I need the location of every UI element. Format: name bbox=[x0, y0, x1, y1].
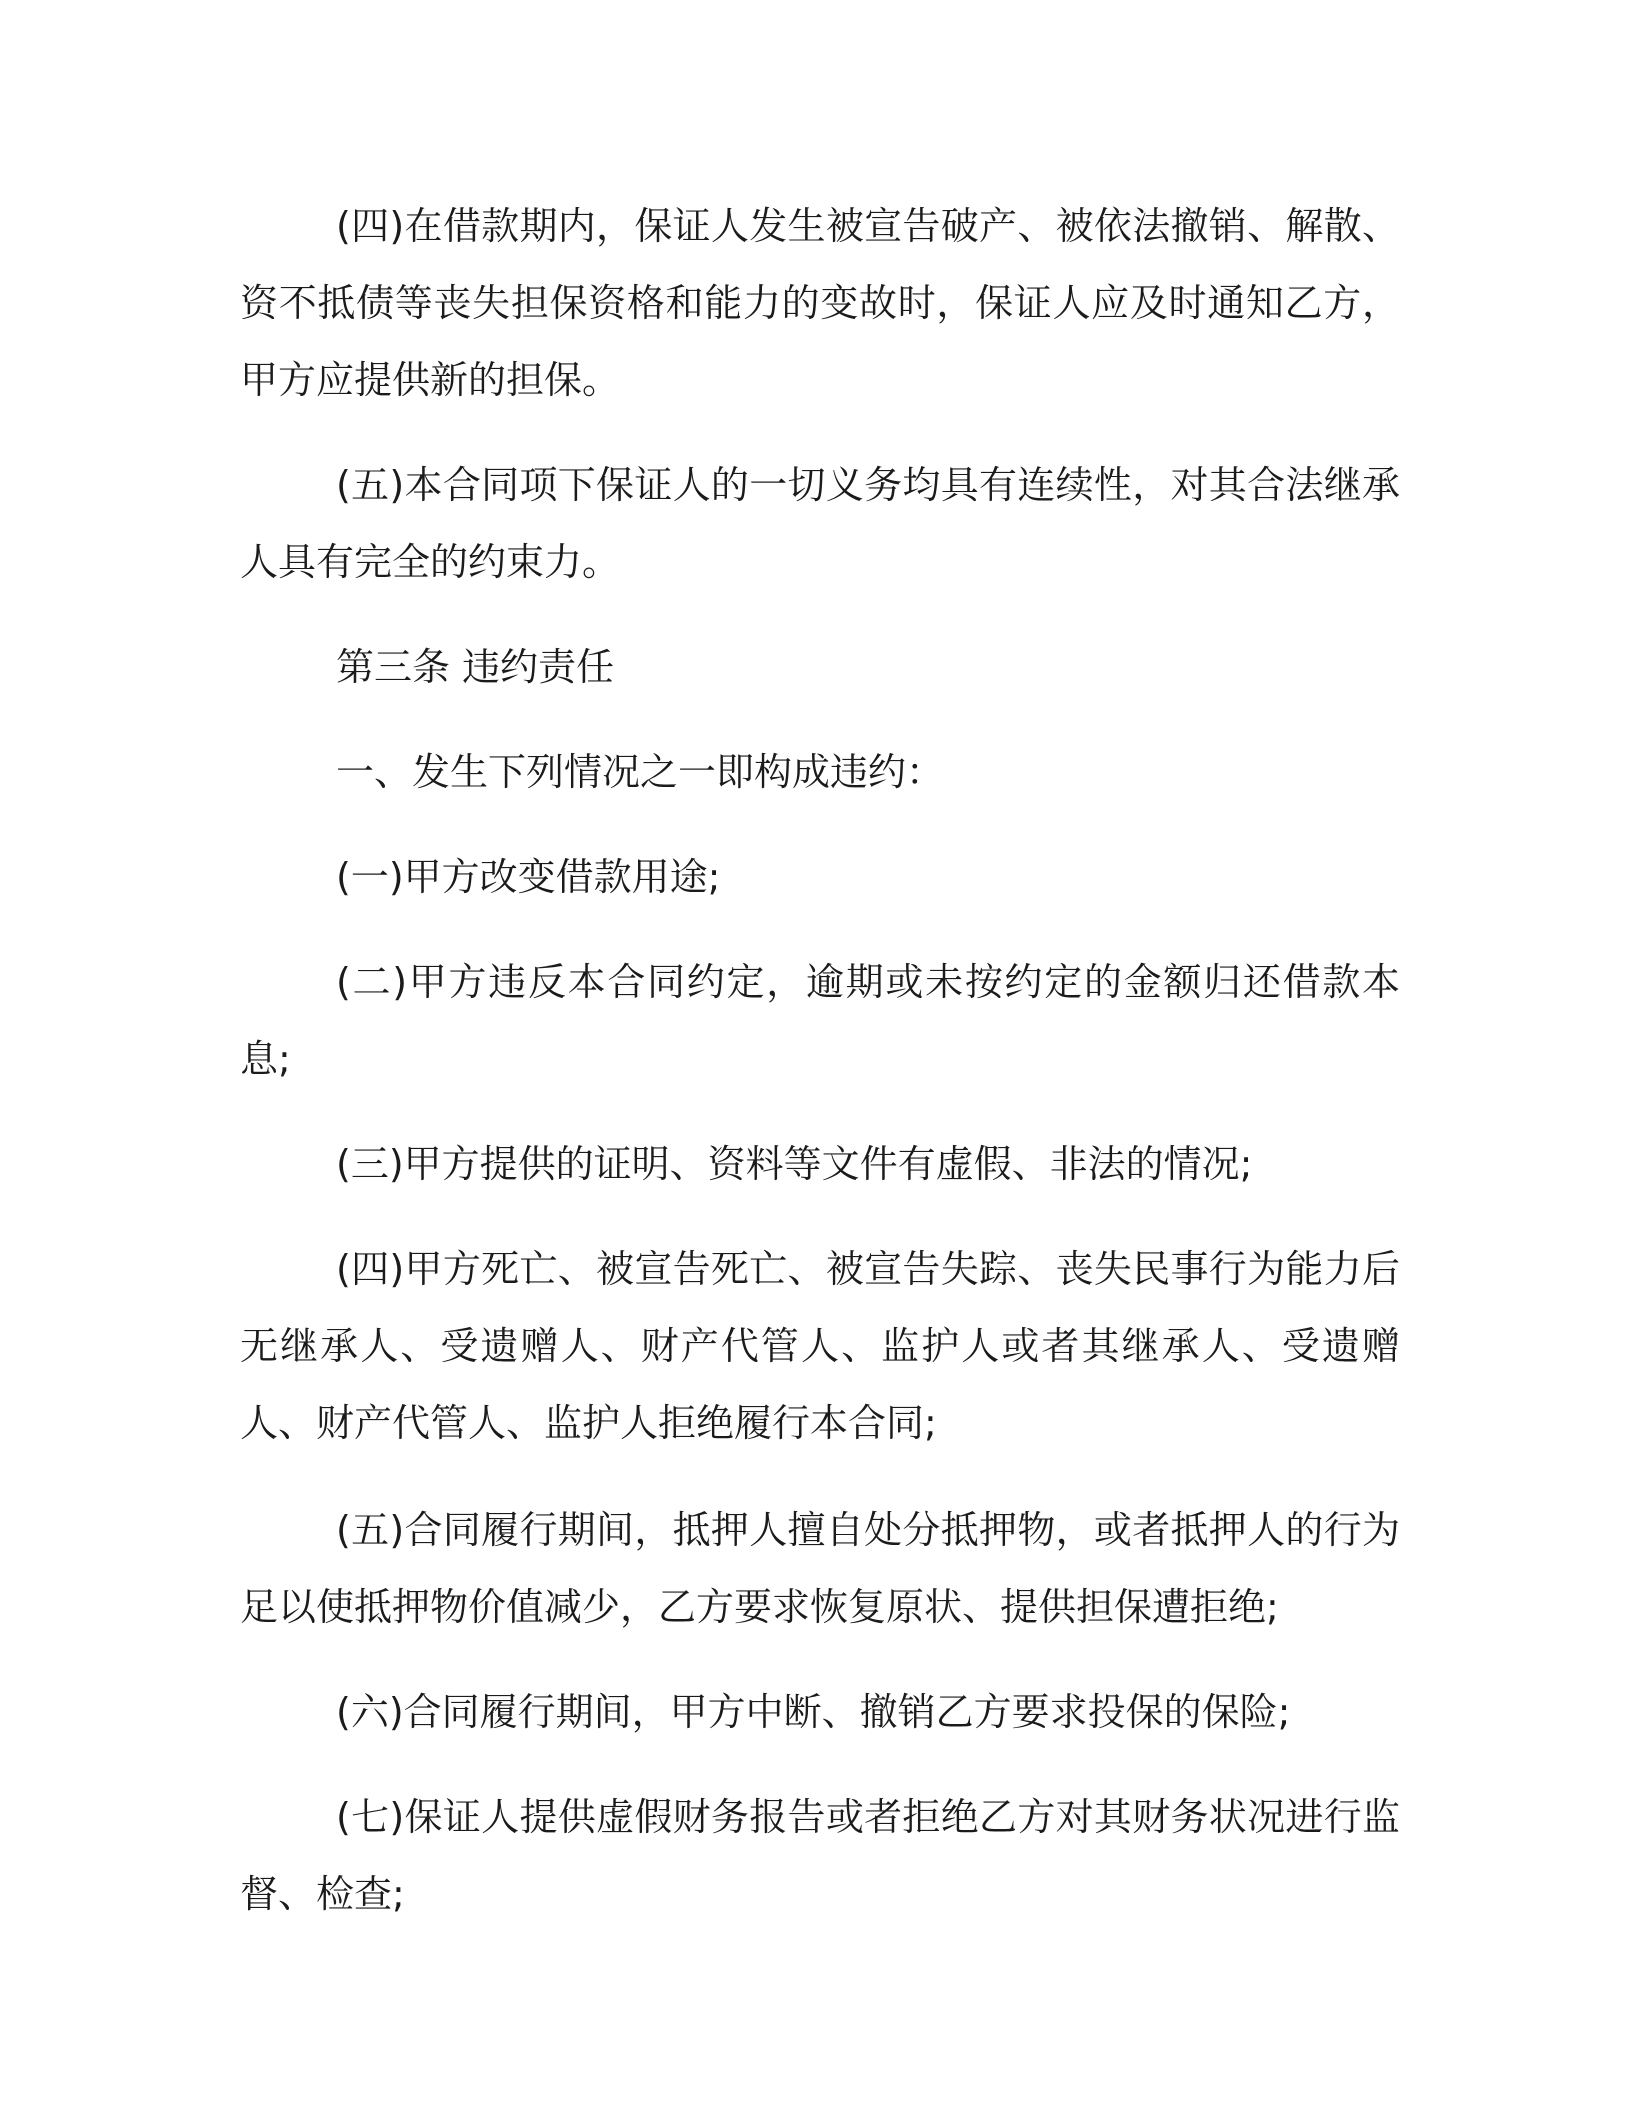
paragraph-guarantor-obligations: (五)本合同项下保证人的一切义务均具有连续性，对其合法继承人具有完全的约束力。 bbox=[240, 463, 1400, 584]
breach-item-1: (一)甲方改变借款用途; bbox=[336, 855, 721, 899]
breach-item-6: (六)合同履行期间，甲方中断、撤销乙方要求投保的保险; bbox=[336, 1690, 1291, 1734]
breach-item-4: (四)甲方死亡、被宣告死亡、被宣告失踪、丧失民事行为能力后无继承人、受遗赠人、财产代管人、监护人或者其继承人、受遗赠人、财产代管人、监护人拒绝履行本合同; bbox=[240, 1247, 1400, 1445]
breach-item-2: (二)甲方违反本合同约定，逾期或未按约定的金额归还借款本息; bbox=[240, 960, 1400, 1081]
paragraph-guarantor-bankruptcy: (四)在借款期内，保证人发生被宣告破产、被依法撤销、解散、资不抵债等丧失担保资格和能力的变故时，保证人应及时通知乙方，甲方应提供新的担保。 bbox=[240, 204, 1400, 402]
paragraph-breach-intro: 一、发生下列情况之一即构成违约： bbox=[336, 750, 945, 794]
breach-item-7: (七)保证人提供虚假财务报告或者拒绝乙方对其财务状况进行监督、检查; bbox=[240, 1795, 1400, 1916]
breach-item-5: (五)合同履行期间，抵押人擅自处分抵押物，或者抵押人的行为足以使抵押物价值减少，乙方要求恢复原状、提供担保遭拒绝; bbox=[240, 1508, 1400, 1629]
breach-item-3: (三)甲方提供的证明、资料等文件有虚假、非法的情况; bbox=[336, 1142, 1253, 1186]
document-body bbox=[240, 188, 1400, 1933]
section-heading-breach-liability: 第三条 违约责任 bbox=[336, 645, 615, 689]
